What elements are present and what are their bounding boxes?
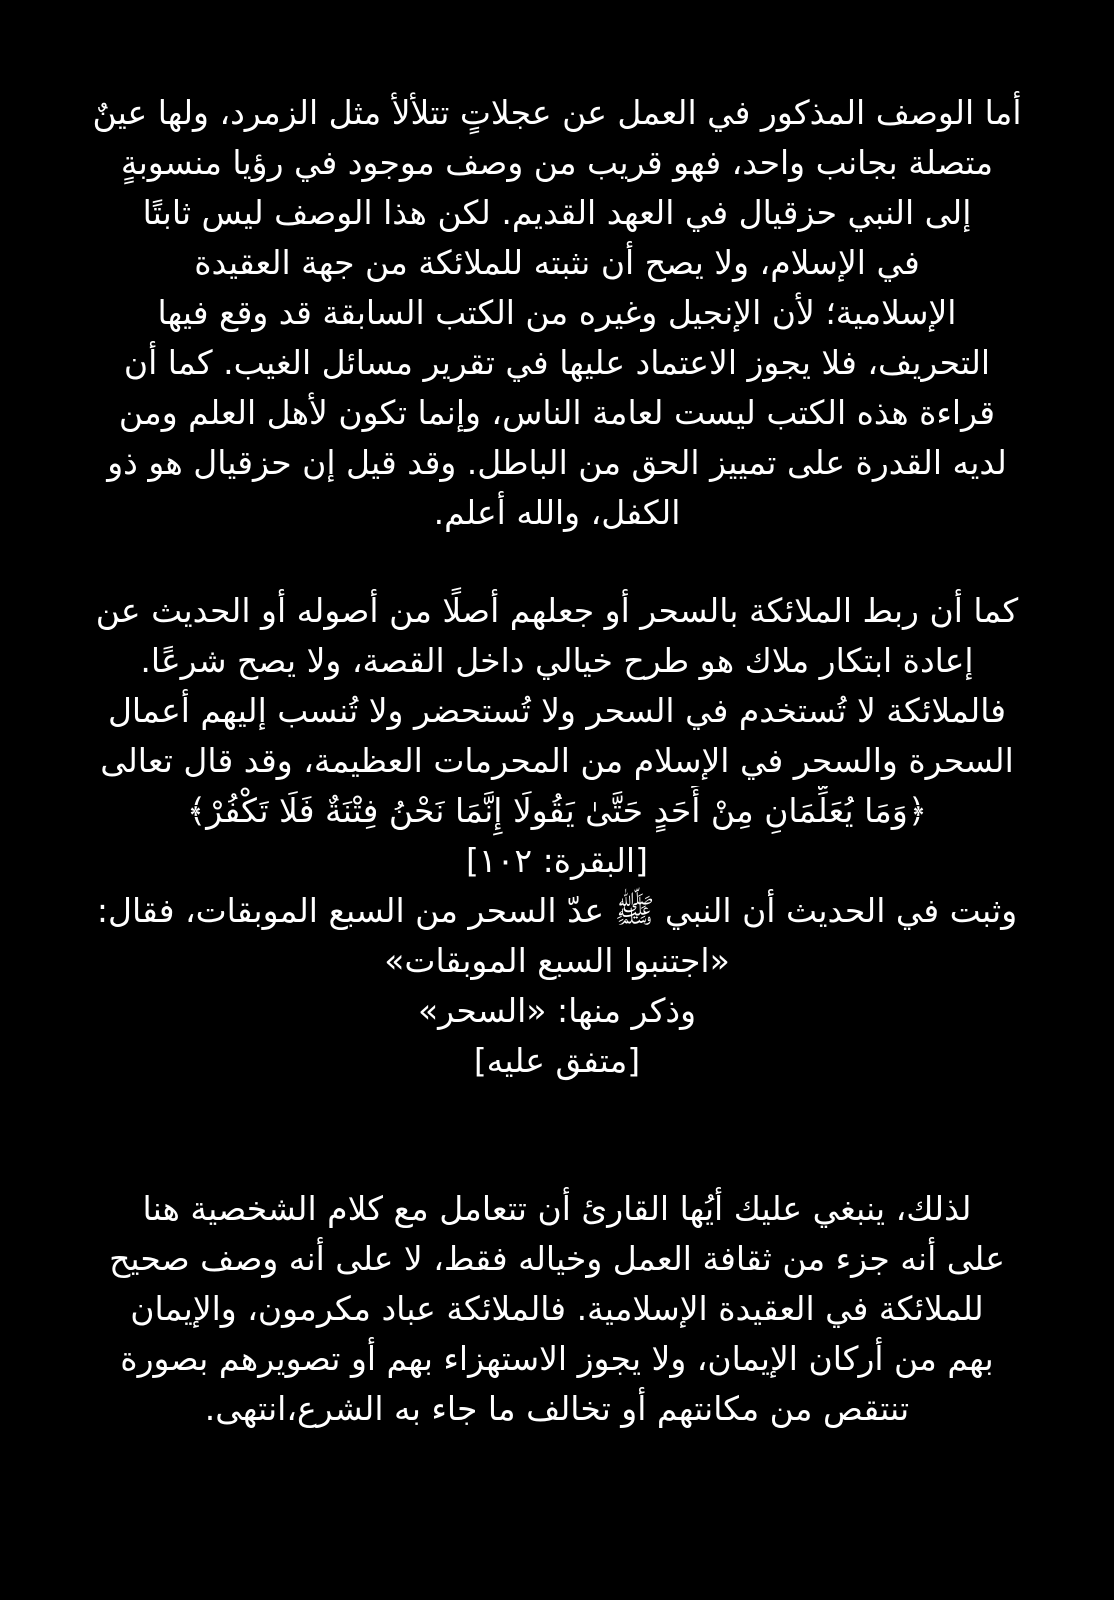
text-line: وثبت في الحديث أن النبي ﷺ عدّ السحر من السبع الموبقات، فقال: (96, 891, 1018, 930)
hadith-reference-line: [متفق عليه] (473, 1041, 641, 1080)
text-line: الكفل، والله أعلم. (433, 493, 681, 532)
paragraph-1 (10, 88, 1104, 538)
text-line: بهم من أركان الإيمان، ولا يجوز الاستهزاء بهم أو تصويرهم بصورة (120, 1339, 994, 1378)
text-line: إلى النبي حزقيال في العهد القديم. لكن هذا الوصف ليس ثابتًا (142, 193, 972, 232)
text-line: لذلك، ينبغي عليك أيُها القارئ أن تتعامل مع كلام الشخصية هنا (142, 1189, 972, 1228)
text-line: وذكر منها: «السحر» (417, 991, 697, 1030)
paragraph-3 (10, 1184, 1104, 1434)
text-line: في الإسلام، ولا يصح أن نثبته للملائكة من جهة العقيدة (194, 243, 920, 282)
text-line: لديه القدرة على تمييز الحق من الباطل. وقد قيل إن حزقيال هو ذو (107, 443, 1007, 482)
text-line: الإسلامية؛ لأن الإنجيل وغيره من الكتب السابقة قد وقع فيها (157, 293, 957, 332)
text-line: كما أن ربط الملائكة بالسحر أو جعلهم أصلًا من أصوله أو الحديث عن (95, 591, 1019, 630)
text-line: التحريف، فلا يجوز الاعتماد عليها في تقرير مسائل الغيب. كما أن (123, 343, 991, 382)
paragraph-spacer (10, 1086, 1104, 1184)
hadith-quote-line: «اجتنبوا السبع الموبقات» (384, 941, 730, 980)
text-line: على أنه جزء من ثقافة العمل وخياله فقط، لا على أنه وصف صحيح (109, 1239, 1005, 1278)
text-line: تنتقص من مكانتهم أو تخالف ما جاء به الشرع،انتهى. (204, 1389, 910, 1428)
text-line: إعادة ابتكار ملاك هو طرح خيالي داخل القصة، ولا يصح شرعًا. (140, 641, 974, 680)
text-line: السحرة والسحر في الإسلام من المحرمات العظيمة، وقد قال تعالى (100, 741, 1014, 780)
text-line: متصلة بجانب واحد، فهو قريب من وصف موجود في رؤيا منسوبةٍ (120, 143, 994, 182)
paragraph-spacer (10, 538, 1104, 586)
text-page (10, 88, 1104, 1434)
text-line: قراءة هذه الكتب ليست لعامة الناس، وإنما تكون لأهل العلم ومن (118, 393, 996, 432)
verse-reference-line: [البقرة: ١٠٢] (466, 841, 648, 880)
text-line: فالملائكة لا تُستخدم في السحر ولا تُستحضر ولا تُنسب إليهم أعمال (107, 691, 1007, 730)
quran-verse-line: ﴿وَمَا يُعَلِّمَانِ مِنْ أَحَدٍ حَتَّىٰ يَقُولَا إِنَّمَا نَحْنُ فِتْنَةٌ فَلَا تَكْفُرْ﴾ (186, 791, 928, 830)
text-line: للملائكة في العقيدة الإسلامية. فالملائكة عباد مكرمون، والإيمان (130, 1289, 984, 1328)
text-line: أما الوصف المذكور في العمل عن عجلاتٍ تتلألأ مثل الزمرد، ولها عينٌ (92, 93, 1022, 132)
paragraph-2 (10, 586, 1104, 1086)
